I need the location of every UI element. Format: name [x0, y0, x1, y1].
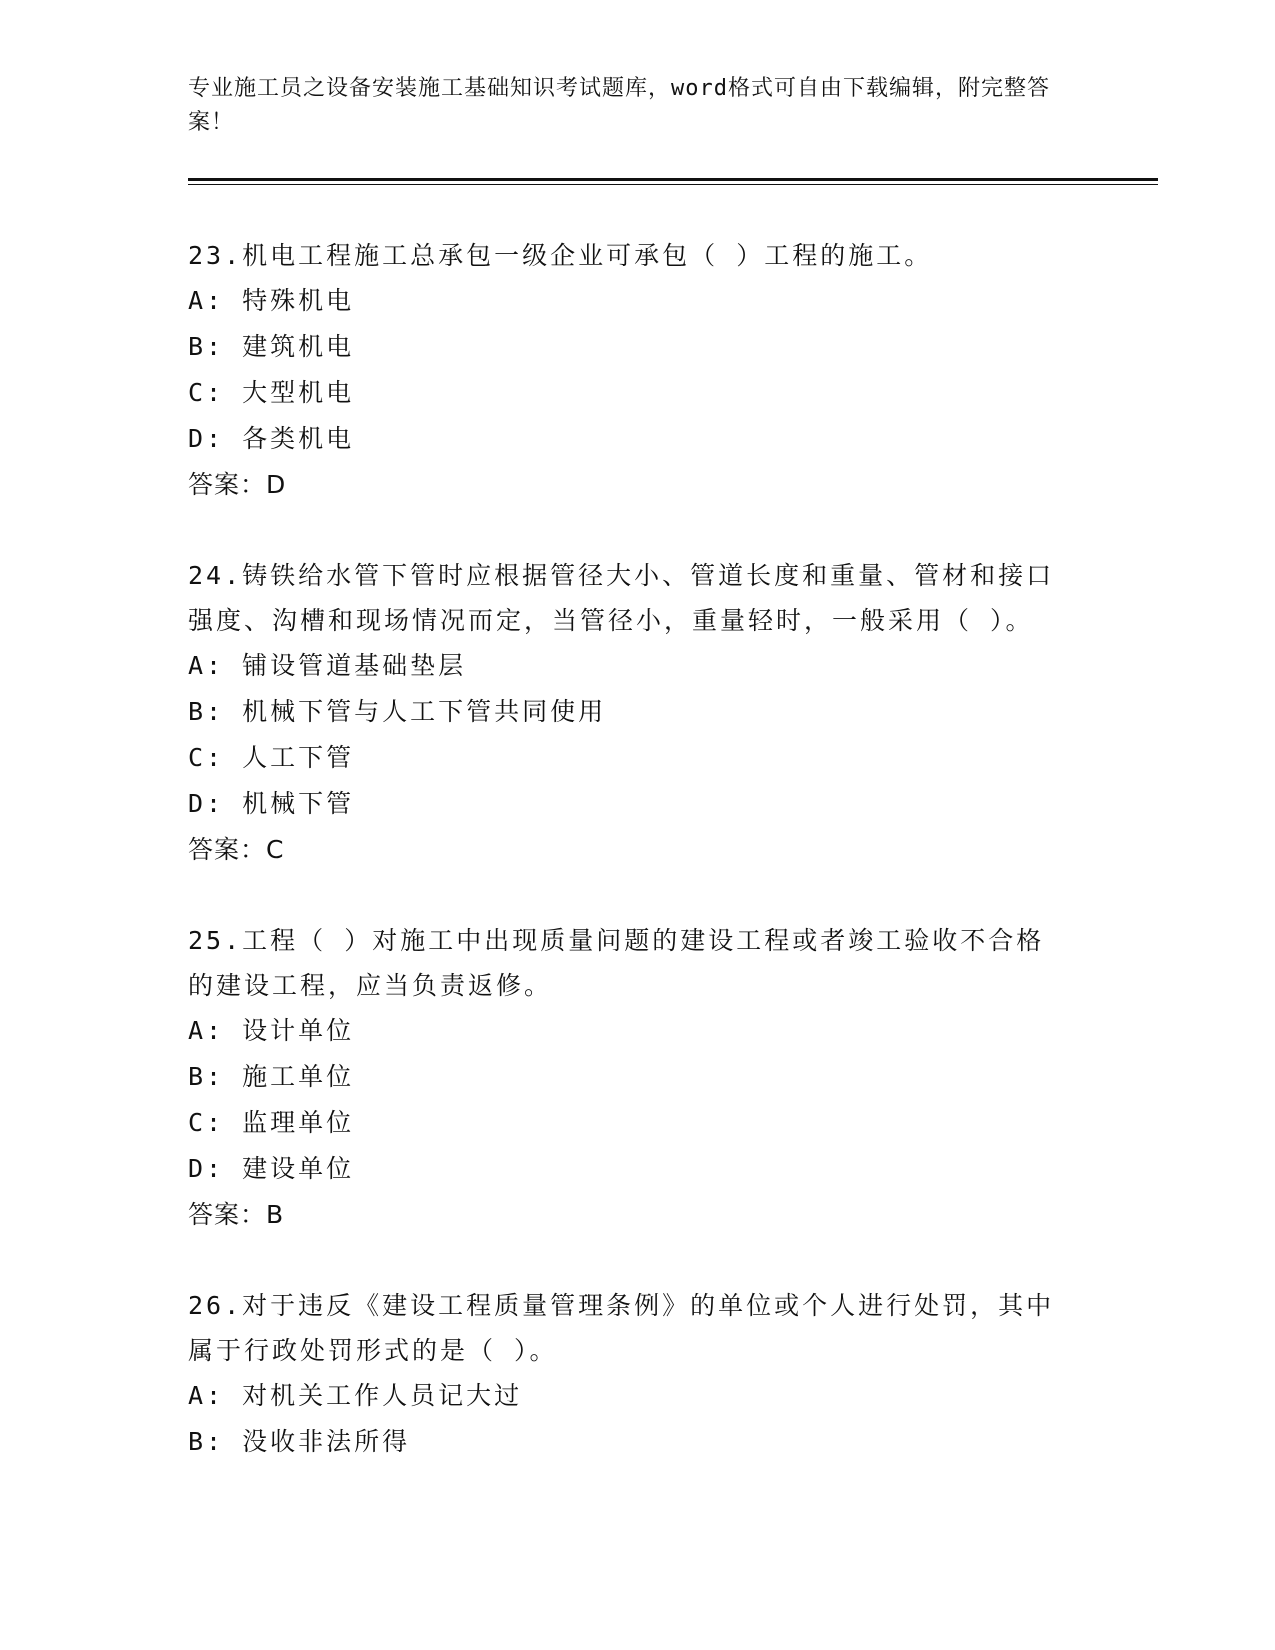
- question-23: [188, 233, 1068, 508]
- header-text: 专业施工员之设备安装施工基础知识考试题库，word格式可自由下载编辑，附完整答案！: [188, 76, 1050, 135]
- header-divider-thick: [188, 178, 1158, 181]
- option-a: A: 对机关工作人员记大过: [188, 1381, 523, 1410]
- question-24: [188, 553, 1068, 873]
- document-header: [188, 72, 1068, 140]
- answer: 答案：B: [188, 1200, 285, 1229]
- question-stem: 26.对于违反《建设工程质量管理条例》的单位或个人进行处罚，其中属于行政处罚形式的是（ ）。: [188, 1291, 1055, 1365]
- question-stem: 24.铸铁给水管下管时应根据管径大小、管道长度和重量、管材和接口强度、沟槽和现场情况而定，当管径小，重量轻时，一般采用（ ）。: [188, 561, 1055, 635]
- option-d: D: 各类机电: [188, 424, 355, 453]
- answer: 答案：D: [188, 470, 287, 499]
- question-stem: 23.机电工程施工总承包一级企业可承包（ ）工程的施工。: [188, 241, 933, 270]
- header-divider-thin: [188, 184, 1158, 185]
- option-a: A: 铺设管道基础垫层: [188, 651, 467, 680]
- option-c: C: 监理单位: [188, 1108, 355, 1137]
- option-d: D: 建设单位: [188, 1154, 355, 1183]
- answer: 答案：C: [188, 835, 285, 864]
- option-c: C: 人工下管: [188, 743, 355, 772]
- option-b: B: 机械下管与人工下管共同使用: [188, 697, 607, 726]
- option-b: B: 建筑机电: [188, 332, 355, 361]
- option-d: D: 机械下管: [188, 789, 355, 818]
- question-26: [188, 1283, 1068, 1465]
- question-25: [188, 918, 1068, 1238]
- question-stem: 25.工程（ ）对施工中出现质量问题的建设工程或者竣工验收不合格的建设工程，应当负责返修。: [188, 926, 1045, 1000]
- option-a: A: 特殊机电: [188, 286, 355, 315]
- option-b: B: 施工单位: [188, 1062, 355, 1091]
- option-b: B: 没收非法所得: [188, 1427, 411, 1456]
- option-c: C: 大型机电: [188, 378, 355, 407]
- option-a: A: 设计单位: [188, 1016, 355, 1045]
